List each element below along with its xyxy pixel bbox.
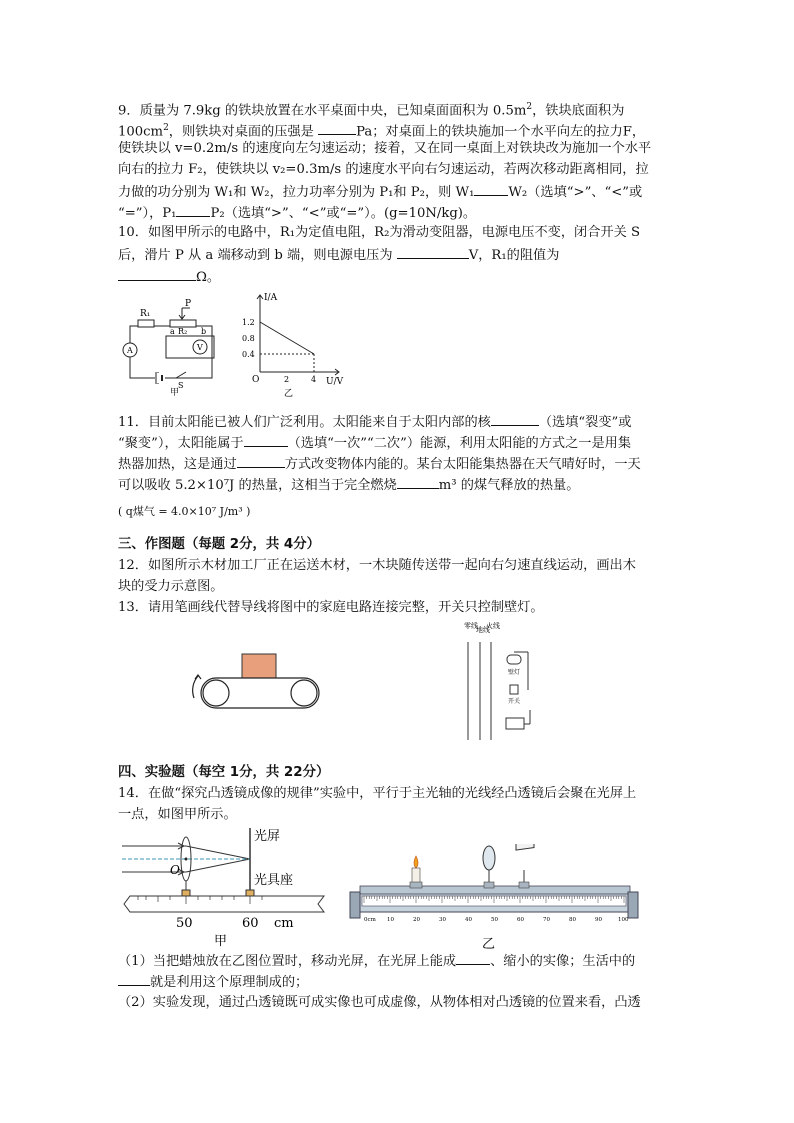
q9-line6: “=”），P₁ P₂（选填“>”、“<”或“=”）。(g=10N/kg)。 xyxy=(118,202,476,224)
home-circuit-figure xyxy=(458,620,538,745)
candle-icon xyxy=(412,868,420,884)
answer-blank[interactable] xyxy=(318,120,356,135)
figure-label-yi: 乙 xyxy=(482,937,496,950)
ammeter-icon: A xyxy=(127,346,133,355)
lens-center-label: O xyxy=(170,863,180,877)
q12-line2: 块的受力示意图。 xyxy=(118,579,224,594)
bench-tick: 100 xyxy=(618,917,629,923)
ground-wire-label: 地线 xyxy=(476,626,490,634)
optical-bench-figure xyxy=(346,844,642,950)
bench-tick: 40 xyxy=(465,917,472,923)
wall-lamp-icon: 壁灯 xyxy=(508,669,521,676)
q12-line1: 12．如图所示木材加工厂正在运送木材，一木块随传送带一起向右匀速直线运动，画出木 xyxy=(118,558,636,573)
figure-label-yi: 乙 xyxy=(284,389,294,398)
x-tick: 4 xyxy=(311,375,317,384)
optical-bench-label: 光具座 xyxy=(254,873,294,888)
bench-tick: 60 xyxy=(517,917,524,923)
scale-tick-50: 50 xyxy=(176,916,193,931)
figure-label-jia: 甲 xyxy=(170,388,180,396)
q14-part1-line2: 就是利用这个原理制成的； xyxy=(118,971,308,993)
answer-blank[interactable] xyxy=(456,950,490,965)
q11-line3: 热器加热，这是通过 方式改变物体内能的。某台太阳能集热器在天气晴好时，一天 xyxy=(118,453,641,475)
bench-tick: 70 xyxy=(543,917,550,923)
y-tick: 0.8 xyxy=(242,334,255,343)
answer-blank[interactable] xyxy=(474,181,508,196)
figure-label-jia: 甲 xyxy=(214,934,228,948)
answer-blank[interactable] xyxy=(118,971,150,986)
q10-line2: 后，滑片 P 从 a 端移动到 b 端，则电源电压为 V，R₁的阻值为 xyxy=(118,244,559,266)
origin-label: O xyxy=(252,375,260,385)
bench-tick: 50 xyxy=(491,917,498,923)
q14-line1: 14．在做“探究凸透镜成像的规律”实验中，平行于主光轴的光线经凸透镜后会聚在光屏上 xyxy=(118,786,637,801)
q9-line4: 向右的拉力 F₂，使铁块以 v₂=0.3m/s 的速度水平向右匀速运动，若两次移动距离相同，拉 xyxy=(118,162,649,177)
wood-block xyxy=(242,654,276,678)
light-screen-icon xyxy=(516,844,534,850)
y-axis-label: I/A xyxy=(264,293,278,303)
bench-tick: 10 xyxy=(387,917,394,923)
section-4-title: 四、实验题（每空 1分，共 22分） xyxy=(118,765,330,780)
q11-line4: 可以吸收 5.2×10⁷J 的热量，这相当于完全燃烧 m³ 的煤气释放的热量。 xyxy=(118,474,579,496)
answer-blank[interactable] xyxy=(491,411,539,426)
q11-line5: ( q煤气 = 4.0×10⁷ J/m³ ) xyxy=(118,505,251,518)
q10-line3: Ω。 xyxy=(118,266,220,288)
end-a-label: a xyxy=(170,327,175,336)
live-wire-label: 火线 xyxy=(486,622,500,630)
section-3-title: 三、作图题（每题 2分，共 4分） xyxy=(118,537,321,552)
neutral-wire-label: 零线 xyxy=(464,622,478,630)
lens-focus-figure xyxy=(118,826,333,948)
q14-part2-line1: （2）实验发现，通过凸透镜既可成实像也可成虚像，从物体相对凸透镜的位置来看，凸透 xyxy=(118,995,641,1010)
answer-blank[interactable] xyxy=(244,432,288,447)
screen-label: 光屏 xyxy=(254,829,281,844)
circuit-diagram xyxy=(118,296,228,396)
y-tick: 1.2 xyxy=(242,318,255,327)
q11-line2: “聚变”），太阳能属于 （选填“一次”“二次”）能源，利用太阳能的方式之一是用集 xyxy=(118,432,631,454)
voltmeter-icon: V xyxy=(197,343,203,352)
bench-tick: 30 xyxy=(439,917,446,923)
q9-line5: 力做的功分别为 W₁和 W₂，拉力功率分别为 P₁和 P₂，则 W₁ W₂（选填“>”、“<”或 xyxy=(118,181,642,203)
q14-part1-line1: （1）当把蜡烛放在乙图位置时，移动光屏，在光屏上能成 、缩小的实像；生活中的 xyxy=(118,950,635,972)
y-tick: 0.4 xyxy=(242,350,255,359)
conveyor-belt-figure xyxy=(184,650,334,712)
answer-blank[interactable] xyxy=(118,266,196,281)
x-tick: 2 xyxy=(284,375,290,384)
iu-graph xyxy=(238,288,356,398)
answer-blank[interactable] xyxy=(176,202,210,217)
answer-blank[interactable] xyxy=(237,453,285,468)
candle-flame-icon xyxy=(414,856,418,868)
r2-label: R₂ xyxy=(178,327,188,336)
answer-blank[interactable] xyxy=(397,474,439,489)
q11-line1: 11．目前太阳能已被人们广泛利用。太阳能来自于太阳内部的核 （选填“裂变”或 xyxy=(118,411,631,433)
q14-line2: 一点，如图甲所示。 xyxy=(118,807,237,822)
scale-unit: cm xyxy=(274,916,294,931)
q9-line3: 使铁块以 v=0.2m/s 的速度向左匀速运动；接着，又在同一桌面上对铁块改为施加一个水平 xyxy=(118,141,652,156)
convex-lens-icon xyxy=(483,846,495,870)
bench-tick: 80 xyxy=(569,917,576,923)
switch-label: S xyxy=(178,381,184,390)
slider-label: P xyxy=(185,299,192,309)
end-b-label: b xyxy=(201,327,207,336)
x-axis-label: U/V xyxy=(326,377,344,387)
q13-line1: 13．请用笔画线代替导线将图中的家庭电路连接完整，开关只控制壁灯。 xyxy=(118,600,544,615)
q10-line1: 10．如图甲所示的电路中，R₁为定值电阻，R₂为滑动变阻器，电源电压不变，闭合开关 S xyxy=(118,225,640,240)
switch-icon: 开关 xyxy=(508,698,521,705)
bench-tick: 0cm xyxy=(364,917,376,923)
q9-line1: 9．质量为 7.9kg 的铁块放置在水平桌面中央，已知桌面面积为 $0.5m^2$，铁块底面积为 xyxy=(118,102,625,119)
r1-label: R₁ xyxy=(140,309,151,319)
bench-tick: 90 xyxy=(595,917,602,923)
q9-line2: $100cm^2$，则铁块对桌面的压强是 Pa；对桌面上的铁块施加一个水平向左的拉力F， xyxy=(118,118,645,142)
answer-blank[interactable] xyxy=(397,244,469,259)
bench-tick: 20 xyxy=(413,917,420,923)
scale-tick-60: 60 xyxy=(242,916,259,931)
